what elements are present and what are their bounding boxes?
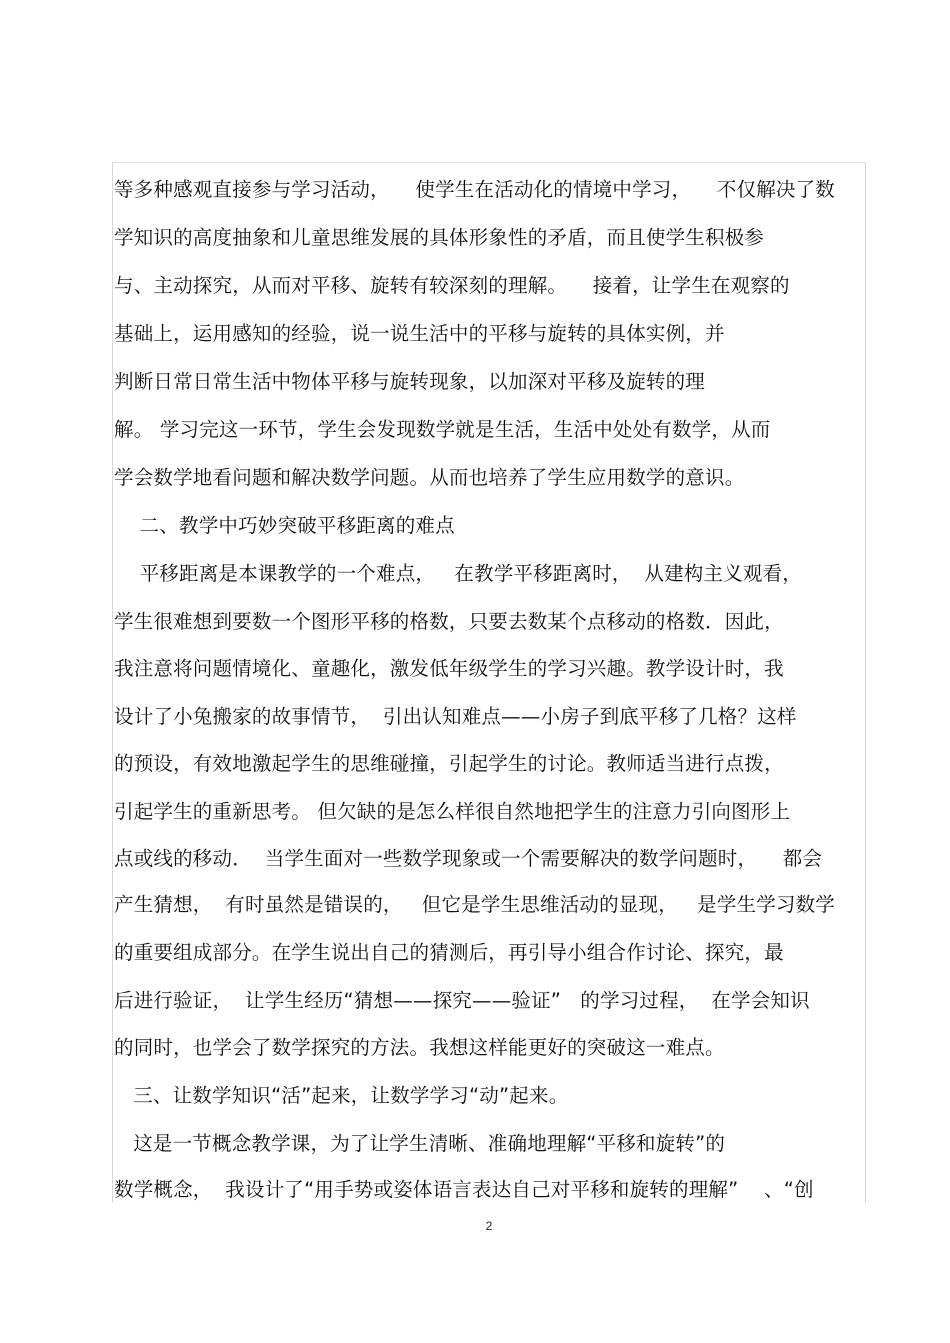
paragraph-line: 平移距离是本课教学的一个难点， 在教学平移距离时， 从建构主义观看， xyxy=(114,562,802,585)
paragraph-line: 后进行验证， 让学生经历“猜想——探究——验证” 的学习过程， 在学会知识 xyxy=(114,989,810,1012)
paragraph-line: 数学概念， 我设计了“用手势或姿体语言表达自己对平移和旋转的理解” 、“创 xyxy=(114,1178,814,1201)
page-number: 2 xyxy=(485,1219,493,1233)
paragraph-line: 基础上，运用感知的经验，说一说生活中的平移与旋转的具体实例，并 xyxy=(114,322,725,345)
paragraph-line: 学会数学地看问题和解决数学问题。从而也培养了学生应用数学的意识。 xyxy=(114,466,745,489)
paragraph-line: 的同时，也学会了数学探究的方法。我想这样能更好的突破这一难点。 xyxy=(114,1036,725,1059)
paragraph-line: 设计了小兔搬家的故事情节， 引出认知难点——小房子到底平移了几格？这样 xyxy=(114,705,797,728)
paragraph-line: 的预设，有效地激起学生的思维碰撞，引起学生的讨论。教师适当进行点拨， xyxy=(114,752,784,775)
paragraph-line: 解。 学习完这一环节，学生会发现数学就是生活，生活中处处有数学，从而 xyxy=(114,418,771,441)
paragraph-line: 判断日常日常生活中物体平移与旋转现象，以加深对平移及旋转的理 xyxy=(114,370,706,393)
paragraph-line: 这是一节概念教学课，为了让学生清晰、准确地理解“平移和旋转”的 xyxy=(114,1132,726,1155)
paragraph-line: 点或线的移动． 当学生面对一些数学现象或一个需要解决的数学问题时， 都会 xyxy=(114,847,823,870)
paragraph-line: 产生猜想， 有时虽然是错误的， 但它是学生思维活动的显现， 是学生学习数学 xyxy=(114,893,835,916)
paragraph-line: 引起学生的重新思考。 但欠缺的是怎么样很自然地把学生的注意力引向图形上 xyxy=(114,800,791,823)
paragraph-line: 与、主动探究，从而对平移、旋转有较深刻的理解。 接着，让学生在观察的 xyxy=(114,274,790,297)
section-heading: 二、教学中巧妙突破平移距离的难点 xyxy=(114,514,455,537)
paragraph-line: 学生很难想到要数一个图形平移的格数，只要去数某个点移动的格数．因此， xyxy=(114,610,784,633)
section-heading: 三、让数学知识“活”起来，让数学学习“动”起来。 xyxy=(114,1084,569,1107)
paragraph-line: 我注意将问题情境化、童趣化，激发低年级学生的学习兴趣。教学设计时，我 xyxy=(114,657,784,680)
paragraph-line: 等多种感观直接参与学习活动， 使学生在活动化的情境中学习， 不仅解决了数 xyxy=(114,178,835,201)
paragraph-line: 的重要组成部分。在学生说出自己的猜测后，再引导小组合作讨论、探究，最 xyxy=(114,941,784,964)
paragraph-line: 学知识的高度抽象和儿童思维发展的具体形象性的矛盾，而且使学生积极参 xyxy=(114,226,765,249)
